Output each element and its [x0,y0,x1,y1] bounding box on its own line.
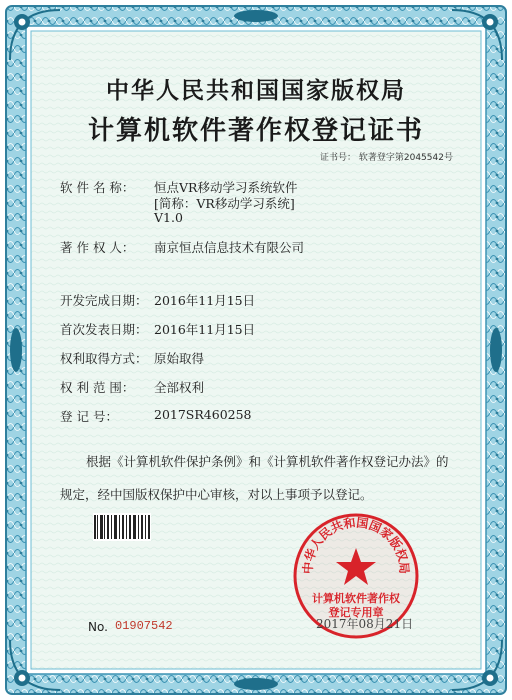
field-value-copyright-owner: 南京恒点信息技术有限公司 [154,240,305,255]
field-label-completion-date: 开发完成日期： [60,293,148,308]
field-value-acquisition-method: 原始取得 [154,351,205,366]
seal-text-line-1: 计算机软件著作权 [312,592,400,605]
issuer-title: 中华人民共和国国家版权局 [106,78,406,104]
field-value-version: V1.0 [154,210,183,225]
body-paragraph-line-2: 规定，经中国版权保护中心审核，对以上事项予以登记。 [60,487,373,502]
issue-date: 2017年08月21日 [316,617,414,631]
seal-ring-text: 中华人民共和国国家版权局 [300,515,412,575]
field-value-completion-date: 2016年11月15日 [154,293,256,308]
field-value-registration-number: 2017SR460258 [154,407,252,422]
serial-number: 01907542 [115,619,173,633]
certificate-title: 计算机软件著作权登记证书 [87,116,424,146]
field-value-rights-scope: 全部权利 [154,380,205,395]
field-label-publish-date: 首次发表日期： [60,322,148,337]
field-value-software-name: 恒点VR移动学习系统软件 [154,180,298,195]
field-label-registration-number: 登 记 号： [60,409,118,424]
qr-barcode-icon [93,513,151,541]
field-value-short-name: [简称：VR移动学习系统] [154,196,295,211]
serial-label: No. [88,620,108,634]
body-paragraph-line-1: 根据《计算机软件保护条例》和《计算机软件著作权登记办法》的 [86,454,449,469]
certificate-number: 证书号： 软著登字第2045542号 [320,153,453,163]
field-label-acquisition-method: 权利取得方式： [60,351,148,366]
field-label-rights-scope: 权 利 范 围： [60,380,135,395]
field-value-publish-date: 2016年11月15日 [154,322,256,337]
field-label-copyright-owner: 著 作 权 人： [60,240,135,255]
field-label-software-name: 软 件 名 称： [60,180,135,195]
seal-text-line-2: 登记专用章 [328,606,384,619]
